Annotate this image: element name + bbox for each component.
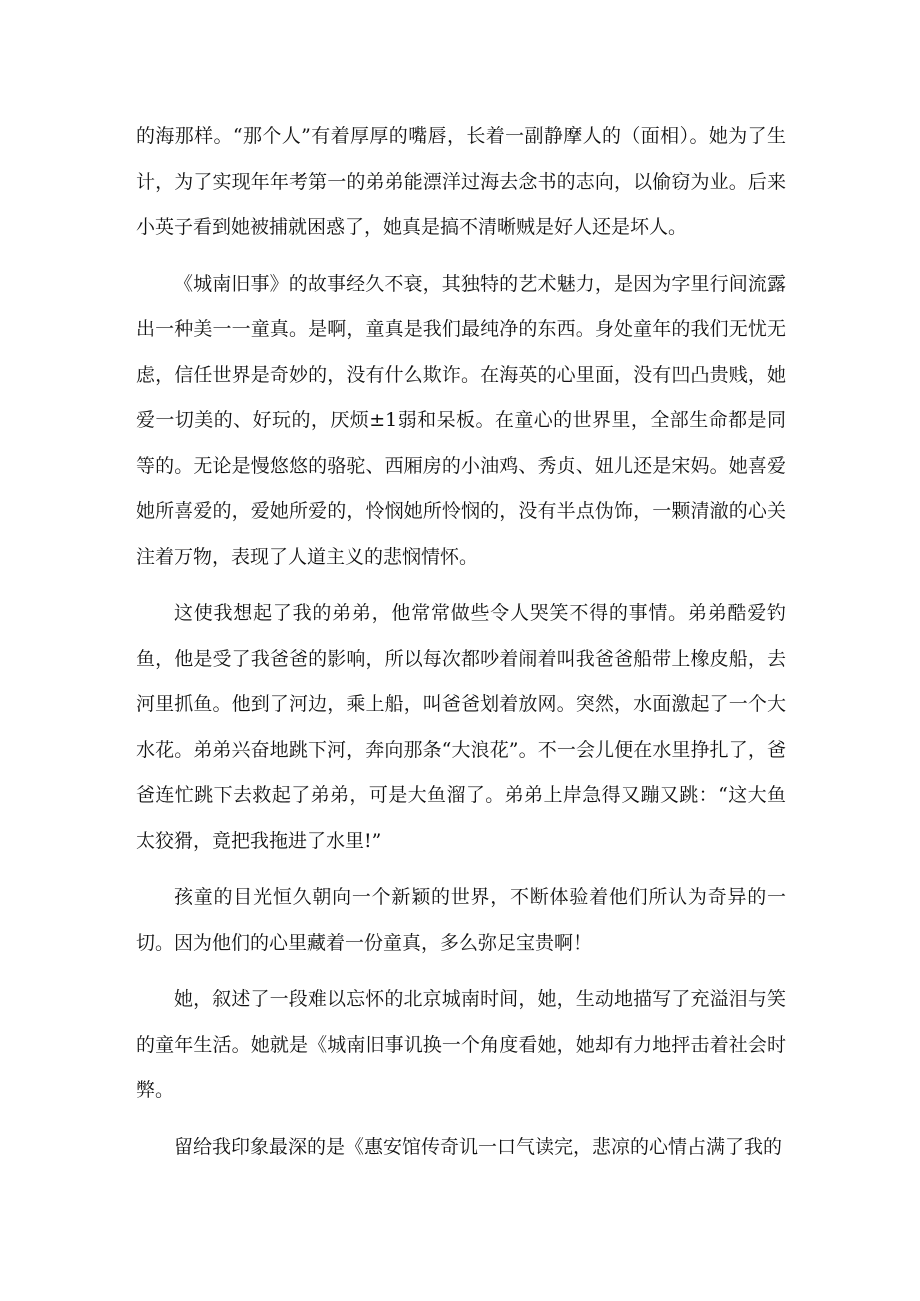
paragraph-1: 的海那样。“那个人”有着厚厚的嘴唇，长着一副静摩人的（面相）。她为了生计，为了实现年年考第一的弟弟能漂洋过海去念书的志向，以偷窃为业。后来小英子看到她被捕就困惑了，她真是搞不清晰贼是好人还是坏人。 (136, 125, 786, 238)
paragraph-3: 这使我想起了我的弟弟，他常常做些令人哭笑不得的事情。弟弟酷爱钓鱼，他是受了我爸爸的影响，所以每次都吵着闹着叫我爸爸船带上橡皮船，去河里抓鱼。他到了河边，乘上船，叫爸爸划着放网。突然，水面激起了一个大水花。弟弟兴奋地跳下河，奔向那条“大浪花”。不一会儿便在水里挣扎了，爸爸连忙跳下去救起了弟弟，可是大鱼溜了。弟弟上岸急得又蹦又跳：“这大鱼太狡猾，竟把我拖进了水里!” (136, 602, 786, 852)
paragraph-4: 孩童的目光恒久朝向一个新颖的世界，不断体验着他们所认为奇异的一切。因为他们的心里藏着一份童真，多么弥足宝贵啊！ (136, 886, 786, 954)
paragraph-5: 她，叙述了一段难以忘怀的北京城南时间，她，生动地描写了充溢泪与笑的童年生活。她就是《城南旧事讥换一个角度看她，她却有力地抨击着社会时弊。 (136, 988, 786, 1101)
document-body (136, 114, 786, 1170)
paragraph-6: 留给我印象最深的是《惠安馆传奇讥一口气读完，悲凉的心情占满了我的 (174, 1135, 783, 1158)
paragraph-2: 《城南旧事》的故事经久不衰，其独特的艺术魅力，是因为字里行间流露出一种美一一童真。是啊，童真是我们最纯净的东西。身处童年的我们无忧无虑，信任世界是奇妙的，没有什么欺诈。在海英的心里面，没有凹凸贵贱，她爱一切美的、好玩的，厌烦±1弱和呆板。在童心的世界里，全部生命都是同等的。无论是慢悠悠的骆驼、西厢房的小油鸡、秀贞、妞儿还是宋妈。她喜爱她所喜爱的，爱她所爱的，怜悯她所怜悯的，没有半点伪饰，一颗清澈的心关注着万物，表现了人道主义的悲悯情怀。 (136, 272, 786, 568)
